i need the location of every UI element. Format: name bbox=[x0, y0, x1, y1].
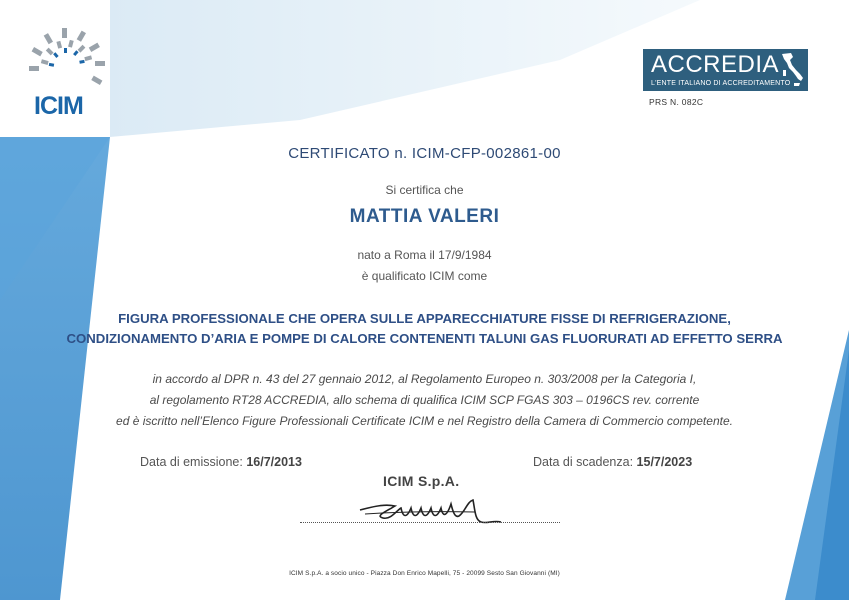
prs-number: PRS N. 082C bbox=[649, 97, 704, 107]
certify-intro: Si certifica che bbox=[385, 183, 464, 197]
basis-line-3: ed è iscritto nell’Elenco Figure Professionali Certificate ICIM e nel Registro della Camera di Commercio competente. bbox=[116, 414, 733, 428]
holder-name: MATTIA VALERI bbox=[349, 206, 500, 227]
qualified-text: è qualificato ICIM come bbox=[361, 269, 488, 283]
accredia-badge bbox=[643, 49, 808, 91]
italy-map-icon bbox=[779, 52, 805, 88]
signer-company: ICIM S.p.A. bbox=[383, 473, 460, 489]
basis-line-2: al regolamento RT28 ACCREDIA, allo schema di qualifica ICIM SCP FGAS 303 – 0196CS rev. corrente bbox=[149, 393, 700, 407]
expiry-date-value: 15/7/2023 bbox=[636, 455, 693, 469]
expiry-date bbox=[533, 455, 692, 469]
icim-logo-text: ICIM bbox=[34, 92, 83, 120]
issue-date-label: Data di emissione: bbox=[140, 455, 243, 469]
expiry-date-label: Data di scadenza: bbox=[533, 455, 634, 469]
issue-date-value: 16/7/2013 bbox=[246, 455, 302, 469]
footer-address: ICIM S.p.A. a socio unico - Piazza Don Enrico Mapelli, 75 - 20099 Sesto San Giovanni (MI) bbox=[289, 570, 560, 577]
handwritten-signature bbox=[355, 492, 505, 532]
accredia-subtitle: L'ENTE ITALIANO DI ACCREDITAMENTO bbox=[651, 80, 791, 87]
issue-date bbox=[140, 455, 302, 469]
accredia-name: ACCREDIA bbox=[651, 51, 780, 78]
certificate-number: CERTIFICATO n. ICIM-CFP-002861-00 bbox=[288, 145, 561, 162]
signature-line bbox=[300, 522, 560, 523]
role-line-2: CONDIZIONAMENTO D’ARIA E POMPE DI CALORE CONTENENTI TALUNI GAS FLUORURATI AD EFFETTO SERRA bbox=[66, 331, 783, 346]
basis-line-1: in accordo al DPR n. 43 del 27 gennaio 2012, al Regolamento Europeo n. 303/2008 per la Categoria I, bbox=[152, 372, 697, 386]
birth-info: nato a Roma il 17/9/1984 bbox=[357, 248, 492, 262]
role-line-1: FIGURA PROFESSIONALE CHE OPERA SULLE APPARECCHIATURE FISSE DI REFRIGERAZIONE, bbox=[118, 311, 731, 326]
